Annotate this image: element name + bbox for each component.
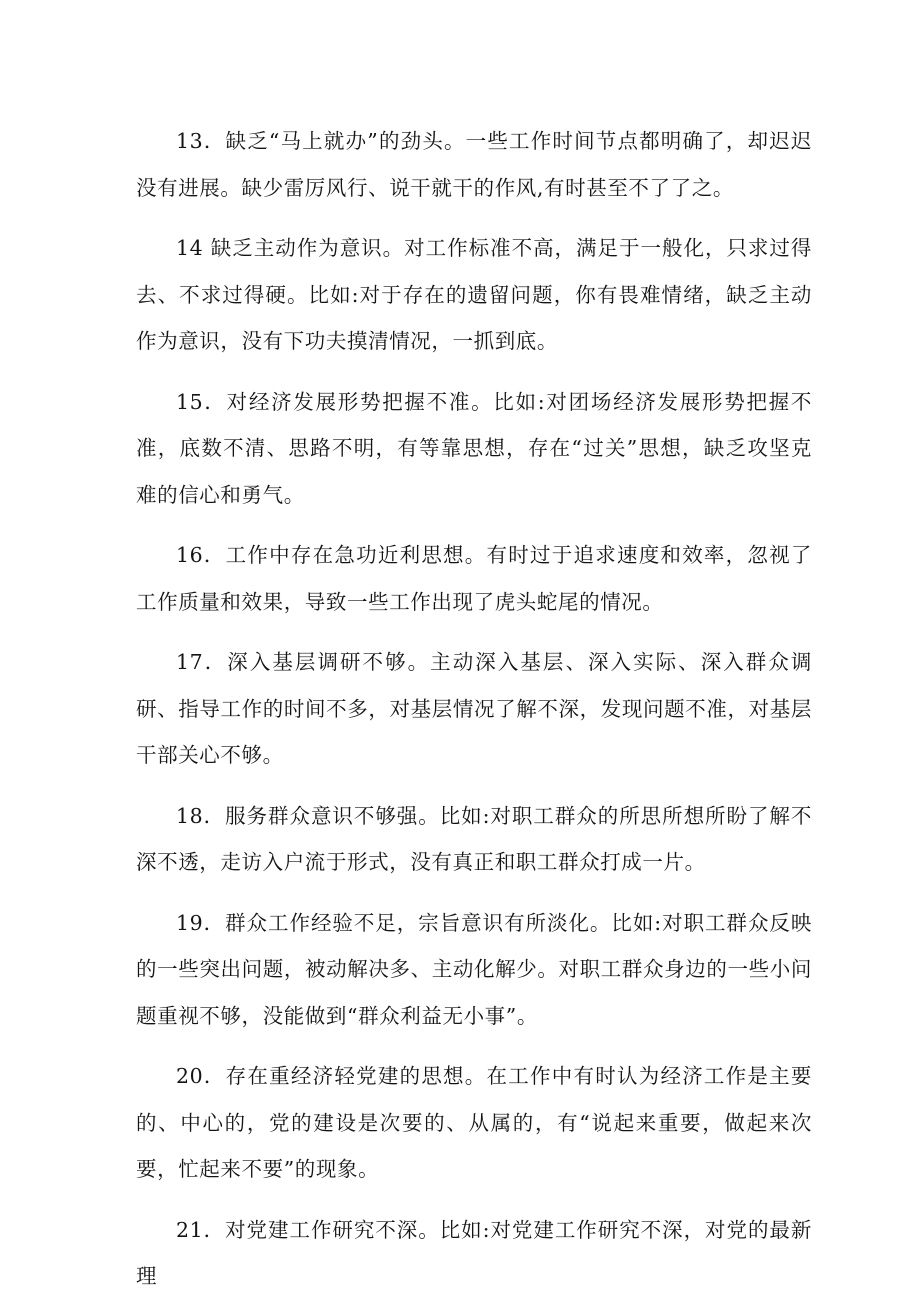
paragraph-18: 18．服务群众意识不够强。比如:对职工群众的所思所想所盼了解不深不透，走访入户流于形式，没有真正和职工群众打成一片。 [136, 803, 812, 874]
paragraph-16: 16．工作中存在急功近利思想。有时过于追求速度和效率，忽视了工作质量和效果，导致一些工作出现了虎头蛇尾的情况。 [136, 543, 812, 614]
paragraph-13: 13．缺乏“马上就办”的劲头。一些工作时间节点都明确了，却迟迟没有进展。缺少雷厉风行、说干就干的作风,有时甚至不了了之。 [136, 129, 812, 200]
document-body [136, 118, 812, 1314]
paragraph-14: 14 缺乏主动作为意识。对工作标准不高，满足于一般化，只求过得去、不求过得硬。比如:对于存在的遗留问题，你有畏难情绪，缺乏主动作为意识，没有下功夫摸清情况，一抓到底。 [136, 236, 812, 353]
paragraph-19: 19．群众工作经验不足，宗旨意识有所淡化。比如:对职工群众反映的一些突出问题，被动解决多、主动化解少。对职工群众身边的一些小问题重视不够，没能做到“群众利益无小事”。 [136, 910, 812, 1028]
paragraph-17: 17．深入基层调研不够。主动深入基层、深入实际、深入群众调研、指导工作的时间不多，对基层情况了解不深，发现问题不准，对基层干部关心不够。 [136, 650, 812, 767]
paragraph-21: 21．对党建工作研究不深。比如:对党建工作研究不深，对党的最新理 [136, 1217, 812, 1288]
paragraph-20: 20．存在重经济轻党建的思想。在工作中有时认为经济工作是主要的、中心的，党的建设是次要的、从属的，有“说起来重要，做起来次要，忙起来不要”的现象。 [136, 1064, 812, 1181]
paragraph-15: 15．对经济发展形势把握不准。比如:对团场经济发展形势把握不准，底数不清、思路不明，有等靠思想，存在“过关”思想，缺乏攻坚克难的信心和勇气。 [136, 389, 812, 507]
